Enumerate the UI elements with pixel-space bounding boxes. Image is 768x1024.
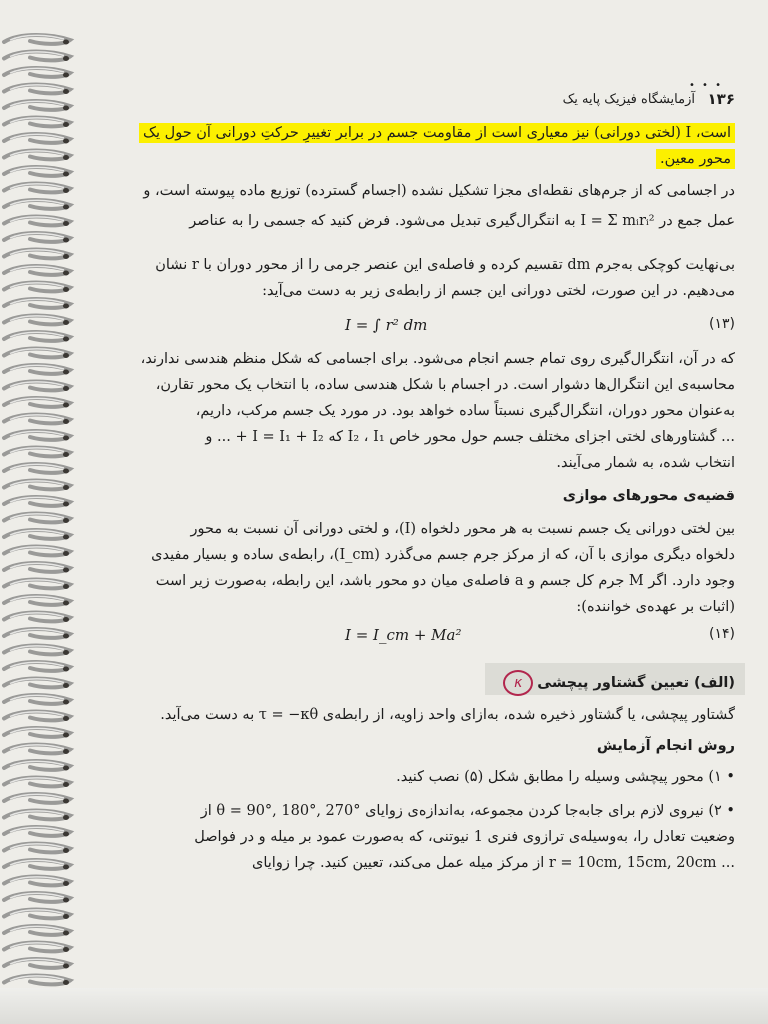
parallel-axes-line-1: بین لختی دورانی یک جسم نسبت به هر محور دلخواه (I)، و لختی دورانی آن نسبت به محور bbox=[190, 521, 735, 537]
paragraph-2-line-2: محاسبه‌ی این انتگرال‌ها دشوار است. در اجسام با شکل هندسی ساده، با انتخاب یک محور تقارن، bbox=[155, 377, 735, 393]
paragraph-2-line-5: انتخاب شده، به شمار می‌آیند. bbox=[556, 455, 735, 471]
highlight-line-1 bbox=[110, 122, 735, 144]
paragraph-1-line-3: بی‌نهایت کوچکی به‌جرم dm تقسیم کرده و فاصله‌ی این عنصر جرمی را از محور دوران با r نشان bbox=[155, 257, 735, 273]
paragraph-1-line-1: در اجسامی که از جرم‌های نقطه‌ای مجزا تشکیل نشده (اجسام گسترده) توزیع ماده پیوسته است، و bbox=[143, 183, 735, 199]
procedure-title: روش انجام آزمایش bbox=[596, 738, 735, 754]
procedure-item-1: • ۱) محور پیچشی وسیله را مطابق شکل (۵) نصب کنید. bbox=[396, 769, 735, 785]
section-alef-line: گشتاور پیچشی، یا گشتاور ذخیره شده، به‌ازای واحد زاویه، از رابطه‌ی τ = −κθ به دست می‌آید. bbox=[160, 707, 735, 723]
paragraph-1-line-2: عمل جمع در I = Σ mᵢrᵢ² به انتگرال‌گیری تبدیل می‌شود. فرض کنید که جسمی را به عناصر bbox=[189, 213, 735, 229]
procedure-item-2-line-2: وضعیت تعادل را، به‌وسیله‌ی ترازوی فنری 1 نیوتنی، که به‌صورت عمود بر میله و در فواصل bbox=[194, 829, 735, 845]
equation-14-number: (۱۴) bbox=[709, 626, 735, 642]
book-title: آزمایشگاه فیزیک پایه یک bbox=[562, 92, 695, 107]
page-header bbox=[110, 80, 735, 112]
parallel-axes-line-3: وجود دارد. اگر M جرم کل جسم و a فاصله‌ی میان دو محور باشد، این رابطه، به‌صورت زیر است bbox=[155, 573, 735, 589]
parallel-axes-line-4: (اثبات بر عهده‌ی خواننده): bbox=[576, 599, 735, 615]
highlighted-text-1: است، I (لختی دورانی) نیز معیاری است از مقاومت جسم در برابر تغییرِ حرکتِ دورانی آن حول یک bbox=[139, 123, 735, 143]
paragraph-2-line-4: ... گشتاورهای لختی اجزای مختلف جسم حول محور خاص I₂ ، I₁ که I = I₁ + I₂ + ... و bbox=[205, 429, 735, 445]
section-alef-title-text: (الف) تعیین گشتاور پیچشی bbox=[537, 675, 735, 691]
section-parallel-axes-title: قضیه‌ی محورهای موازی bbox=[562, 488, 735, 504]
page-content bbox=[110, 70, 735, 970]
section-alef-title bbox=[499, 670, 735, 696]
procedure-item-2-line-1: • ۲) نیروی لازم برای جابه‌جا کردن مجموعه، به‌اندازه‌ی زوایای θ = 90°, 180°, 270° از bbox=[200, 803, 735, 819]
spiral-binding bbox=[0, 30, 80, 990]
paragraph-2-line-1: که در آن، انتگرال‌گیری روی تمام جسم انجام می‌شود. برای اجسامی که شکل منظم هندسی ندارند، bbox=[140, 351, 735, 367]
circled-kappa-annotation: κ bbox=[503, 670, 533, 696]
equation-13-expression: I = ∫ r² dm bbox=[345, 316, 428, 334]
procedure-item-2-line-3: ... r = 10cm, 15cm, 20cm از مرکز میله عمل می‌کند، تعیین کنید. چرا زوایای bbox=[251, 855, 735, 871]
page-number: ۱۳۶ bbox=[707, 90, 735, 108]
header-dots: • • • bbox=[688, 80, 723, 91]
paragraph-2-line-3: به‌عنوان محور دوران، انتگرال‌گیری نسبتاً ساده خواهد بود. در مورد یک جسم مرکب، داریم، bbox=[195, 403, 735, 419]
equation-13-number: (۱۳) bbox=[709, 316, 735, 332]
parallel-axes-line-2: دلخواه دیگری موازی با آن، که از مرکز جرم جسم می‌گذرد (I_cm)، رابطه‌ی ساده و بسیار مفیدی bbox=[151, 547, 735, 563]
highlight-line-2 bbox=[110, 148, 735, 170]
paragraph-1-line-4: می‌دهیم. در این صورت، لختی دورانی این جسم از رابطه‌ی زیر به دست می‌آید: bbox=[262, 283, 735, 299]
spiral-coils bbox=[0, 30, 80, 990]
highlighted-text-2: محور معین. bbox=[656, 149, 735, 169]
equation-14-expression: I = I_cm + Ma² bbox=[345, 626, 462, 644]
